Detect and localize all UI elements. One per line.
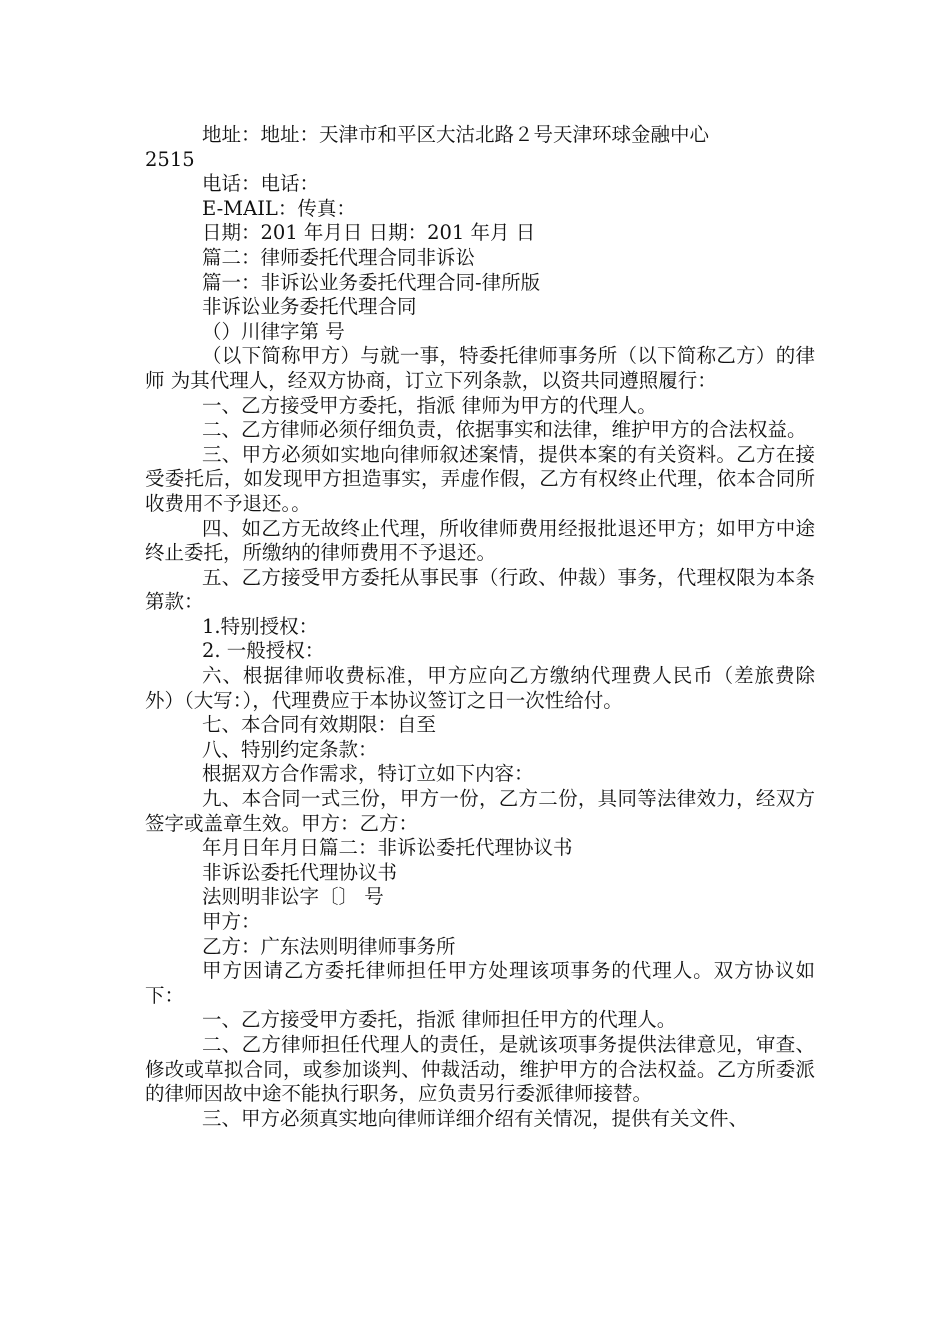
- clause-paragraph: 九、本合同一式三份，甲方一份，乙方二份，具同等法律效力，经双方签字或盖章生效。甲方：乙方：: [145, 787, 815, 835]
- signature-date-line: 年月日年月日篇二：非诉讼委托代理协议书: [202, 836, 573, 860]
- agreement-title: 非诉讼委托代理协议书: [202, 860, 398, 884]
- party-a-line: 甲方：: [202, 910, 261, 933]
- address-continuation: 2515: [145, 147, 195, 171]
- agreement-number: 法则明非讼字〔〕 号: [202, 885, 384, 909]
- clause-paragraph: 二、乙方律师必须仔细负责，依据事实和法律，维护甲方的合法权益。: [202, 418, 807, 442]
- clause-paragraph: 六、根据律师收费标准，甲方应向乙方缴纳代理费人民币（差旅费除外）（大写：），代理费应于本协议签订之日一次性给付。: [145, 664, 815, 712]
- contract-intro-paragraph: （以下简称甲方）与就一事，特委托律师事务所（以下简称乙方）的律师 为其代理人，经双方协商，订立下列条款，以资共同遵照履行：: [145, 344, 815, 392]
- clause-paragraph: 三、甲方必须真实地向律师详细介绍有关情况，提供有关文件、: [202, 1106, 749, 1130]
- contract-number: （）川律字第 号: [202, 319, 345, 343]
- clause-paragraph: 一、乙方接受甲方委托，指派 律师为甲方的代理人。: [202, 393, 657, 417]
- date-line: 日期：201 年月日 日期：201 年月 日: [202, 221, 536, 245]
- clause-paragraph: 根据双方合作需求，特订立如下内容：: [202, 762, 534, 786]
- clause-paragraph: 1.特别授权：: [202, 614, 319, 638]
- clause-paragraph: 七、本合同有效期限：自至: [202, 713, 437, 737]
- document-page: [145, 123, 815, 1131]
- address-line: 地址：地址：天津市和平区大沽北路２号天津环球金融中心: [202, 123, 710, 146]
- party-b-line: 乙方：广东法则明律师事务所: [202, 934, 456, 958]
- chapter-heading: 篇一：非诉讼业务委托代理合同-律所版: [202, 270, 541, 294]
- email-fax-line: E-MAIL：传真：: [202, 196, 356, 220]
- chapter-heading: 篇二：律师委托代理合同非诉讼: [202, 245, 476, 269]
- clause-paragraph: 三、甲方必须如实地向律师叙述案情，提供本案的有关资料。乙方在接受委托后，如发现甲方担造事实，弄虚作假，乙方有权终止代理，依本合同所收费用不予退还。。: [145, 442, 815, 515]
- phone-line: 电话：电话：: [202, 172, 320, 196]
- clause-paragraph: 四、如乙方无故终止代理，所收律师费用经报批退还甲方；如甲方中途终止委托，所缴纳的律师费用不予退还。: [145, 516, 815, 565]
- clause-paragraph: 八、特别约定条款：: [202, 737, 378, 761]
- clause-paragraph: 2. 一般授权：: [202, 639, 325, 663]
- clause-paragraph: 一、乙方接受甲方委托，指派 律师担任甲方的代理人。: [202, 1008, 677, 1032]
- agreement-intro-paragraph: 甲方因请乙方委托律师担任甲方处理该项事务的代理人。双方协议如下：: [145, 959, 815, 1007]
- contract-title: 非诉讼业务委托代理合同: [202, 295, 417, 319]
- clause-paragraph: 五、乙方接受甲方委托从事民事（行政、仲裁）事务，代理权限为本条第款：: [145, 565, 815, 614]
- clause-paragraph: 二、乙方律师担任代理人的责任，是就该项事务提供法律意见，审查、修改或草拟合同，或参加谈判、仲裁活动，维护甲方的合法权益。乙方所委派的律师因故中途不能执行职务，应负责另行委派律师接替。: [145, 1032, 815, 1106]
